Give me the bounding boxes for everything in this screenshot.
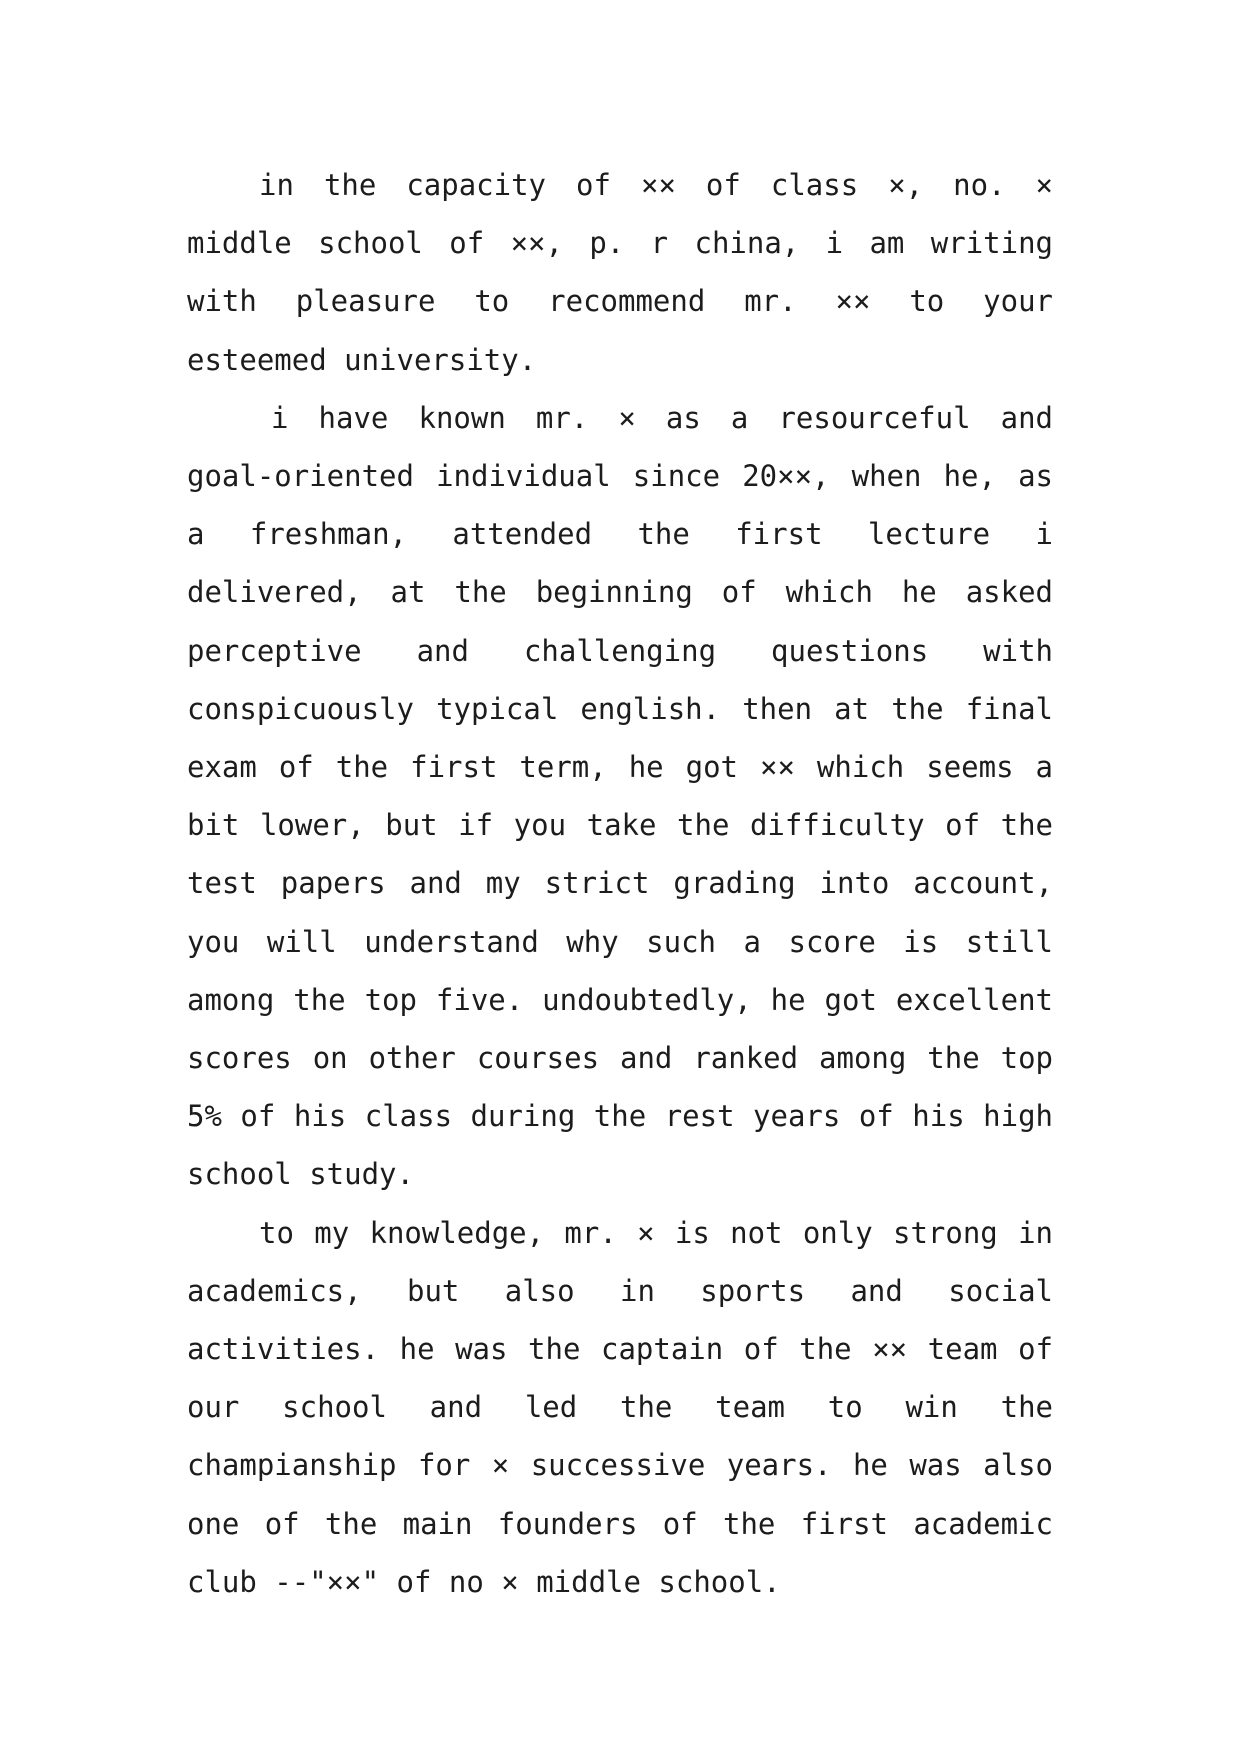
paragraph-2-text: i have known mr. × as a resourceful and goal-oriented individual since 20××, when he, as a freshman, attended the first lecture i delivered, at the beginning of which he asked perceptive and challenging questions with conspicuously typical english. then at the final exam of the first term, he got ×× which seems a bit lower, but if you take the difficulty of the test papers and my strict grading into account, you will understand why such a score is still among the top five. undoubtedly, he got excellent scores on other courses and ranked among the top 5% of his class during the rest years of his high school study. — [187, 400, 1053, 1192]
paragraph-1 — [187, 156, 1053, 389]
paragraph-1-text: in the capacity of ×× of class ×, no. × middle school of ××, p. r china, i am writing with pleasure to recommend mr. ×× to your esteemed university. — [187, 168, 1053, 377]
paragraph-2 — [187, 389, 1053, 1204]
letter-body — [187, 156, 1053, 1611]
paragraph-3-text: to my knowledge, mr. × is not only strong in academics, but also in sports and social activities. he was the captain of the ×× team of our school and led the team to win the champianship for × successive years. he was also one of the main founders of the first academic club --"××" of no × middle school. — [187, 1215, 1053, 1599]
paragraph-3 — [187, 1204, 1053, 1611]
